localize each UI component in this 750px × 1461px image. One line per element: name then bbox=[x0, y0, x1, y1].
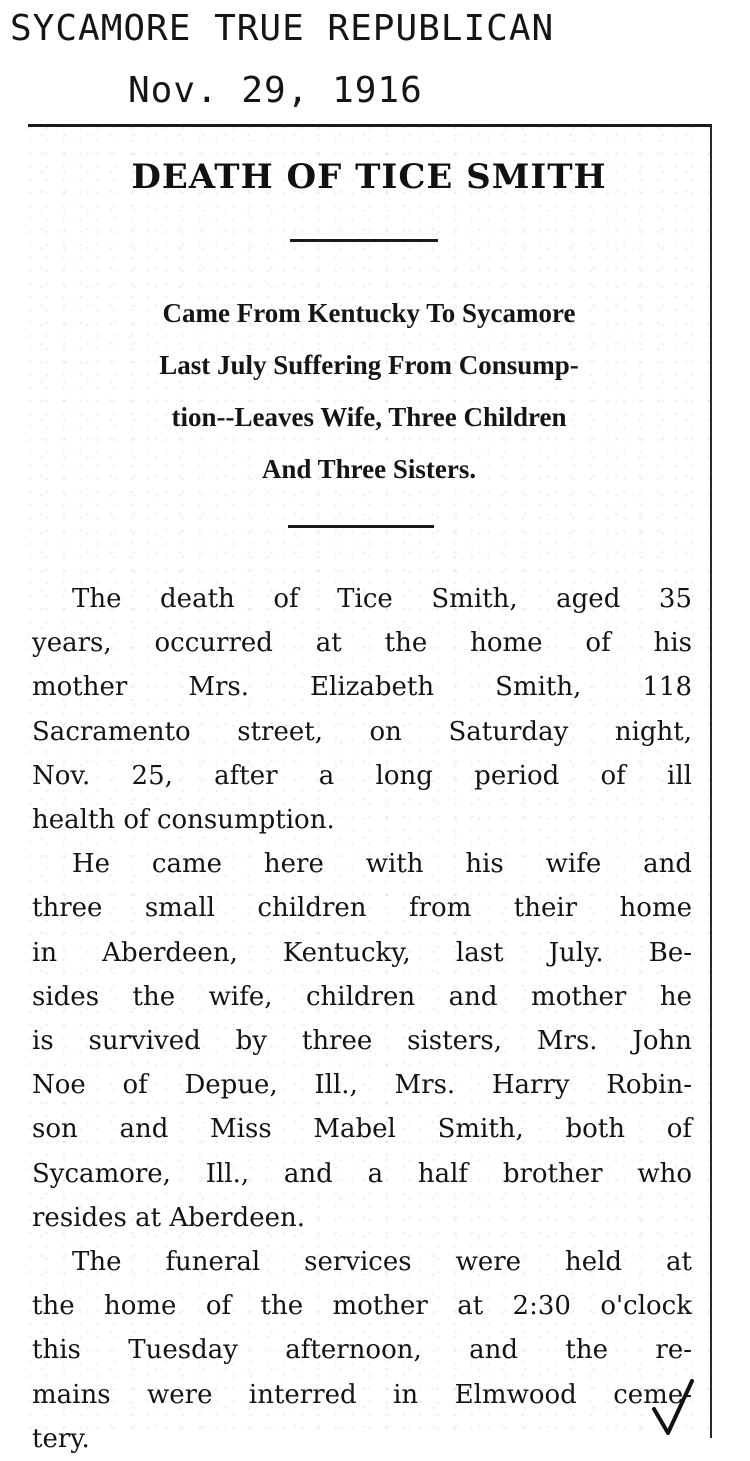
body-line: The funeral services were held at bbox=[72, 1247, 692, 1278]
body-line: this Tuesday afternoon, and the re- bbox=[32, 1335, 692, 1366]
body-line: Noe of Depue, Ill., Mrs. Harry Robin- bbox=[32, 1070, 692, 1101]
article-subhead bbox=[28, 287, 710, 495]
subhead-line: Last July Suffering From Consump- bbox=[159, 350, 579, 380]
subhead-line: And Three Sisters. bbox=[261, 454, 477, 484]
body-line: tery. bbox=[32, 1423, 90, 1454]
body-line: resides at Aberdeen. bbox=[32, 1202, 305, 1233]
body-line: in Aberdeen, Kentucky, last July. Be- bbox=[32, 937, 692, 968]
newspaper-clipping bbox=[28, 124, 712, 1454]
subhead-line: Came From Kentucky To Sycamore bbox=[162, 298, 576, 328]
subhead-divider bbox=[288, 525, 434, 528]
body-line: health of consumption. bbox=[32, 805, 335, 836]
publication-date: Nov. 29, 1916 bbox=[128, 70, 423, 111]
body-line: sides the wife, children and mother he bbox=[32, 981, 692, 1012]
body-line: Sacramento street, on Saturday night, bbox=[32, 716, 692, 747]
body-line: years, occurred at the home of his bbox=[32, 628, 692, 659]
title-divider bbox=[290, 239, 438, 242]
body-line: three small children from their home bbox=[32, 893, 692, 924]
subhead-line: tion--Leaves Wife, Three Children bbox=[171, 402, 567, 432]
article-body bbox=[32, 577, 692, 1461]
body-line: is survived by three sisters, Mrs. John bbox=[32, 1026, 692, 1057]
body-line: mains were interred in Elmwood ceme- bbox=[32, 1379, 692, 1410]
article-title: DEATH OF TICE SMITH bbox=[131, 157, 607, 197]
body-line: He came here with his wife and bbox=[72, 849, 692, 880]
checkmark-icon bbox=[648, 1377, 698, 1437]
body-line: mother Mrs. Elizabeth Smith, 118 bbox=[32, 672, 692, 703]
body-line: Nov. 25, after a long period of ill bbox=[32, 760, 692, 791]
publication-name: SYCAMORE TRUE REPUBLICAN bbox=[10, 8, 555, 49]
body-line: son and Miss Mabel Smith, both of bbox=[32, 1114, 692, 1145]
body-line: The death of Tice Smith, aged 35 bbox=[72, 584, 692, 614]
body-line: the home of the mother at 2:30 o'clock bbox=[32, 1291, 692, 1322]
body-line: Sycamore, Ill., and a half brother who bbox=[32, 1158, 692, 1189]
